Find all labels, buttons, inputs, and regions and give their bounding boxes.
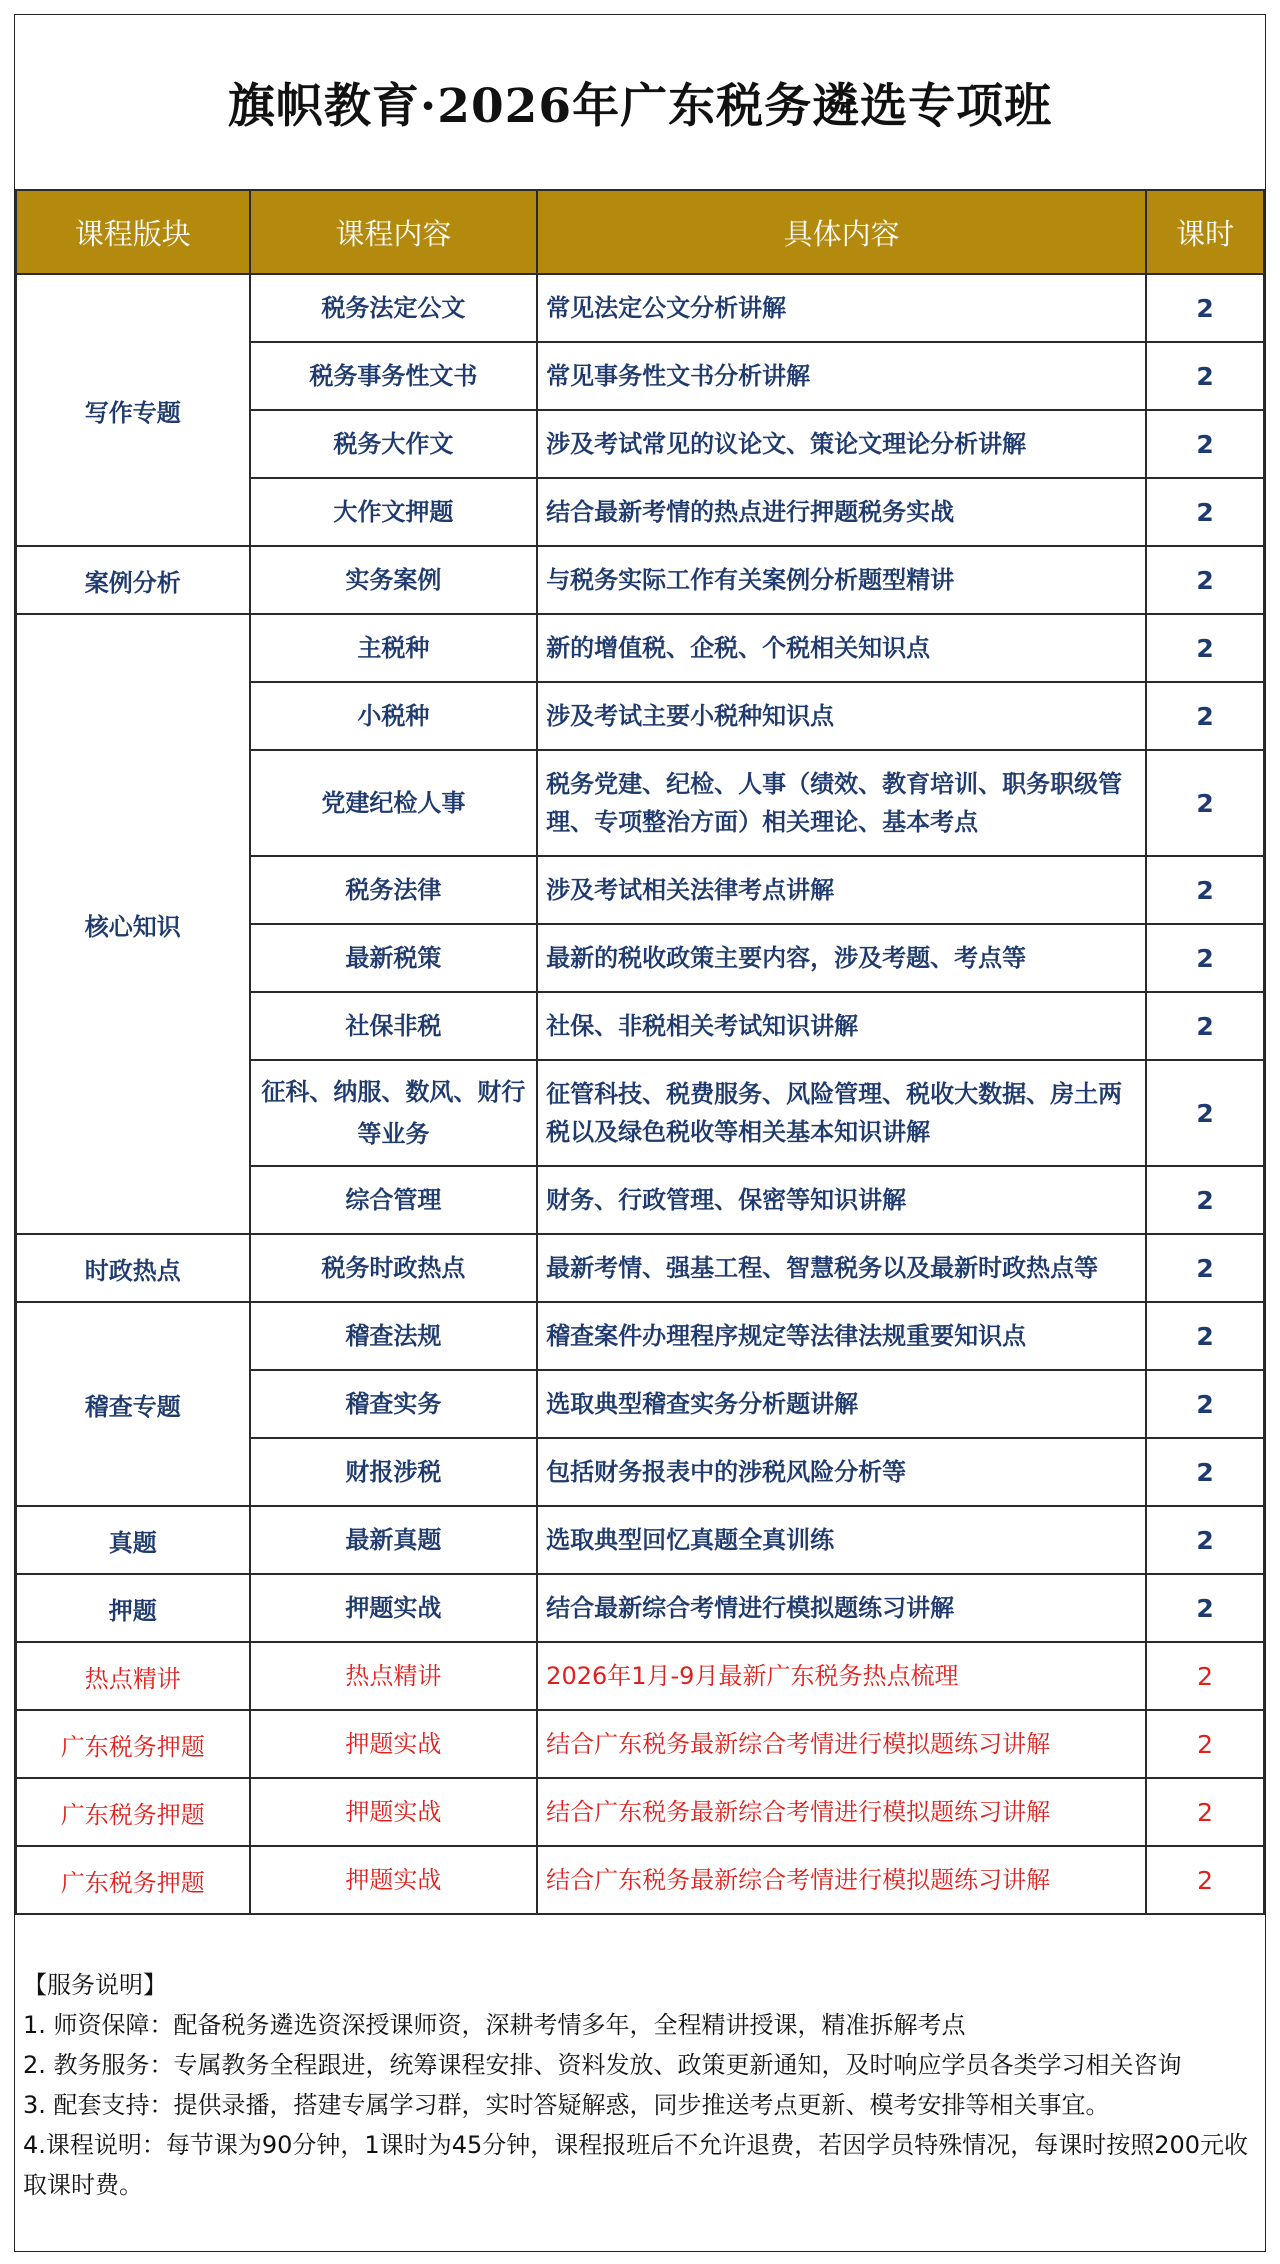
hours-cell: 2	[1146, 274, 1264, 342]
hours-cell: 2	[1146, 924, 1264, 992]
content-cell: 押题实战	[250, 1710, 538, 1778]
detail-cell: 结合广东税务最新综合考情进行模拟题练习讲解	[537, 1846, 1146, 1914]
content-cell: 稽查法规	[250, 1302, 538, 1370]
detail-cell: 结合广东税务最新综合考情进行模拟题练习讲解	[537, 1778, 1146, 1846]
content-cell: 大作文押题	[250, 478, 538, 546]
detail-cell: 财务、行政管理、保密等知识讲解	[537, 1166, 1146, 1234]
header-content: 课程内容	[250, 190, 538, 274]
hours-cell: 2	[1146, 1438, 1264, 1506]
service-notes	[15, 1965, 1265, 2205]
table-row	[16, 614, 1264, 682]
header-module: 课程版块	[16, 190, 250, 274]
module-cell: 稽查专题	[16, 1302, 250, 1506]
detail-cell: 新的增值税、企税、个税相关知识点	[537, 614, 1146, 682]
content-cell: 实务案例	[250, 546, 538, 614]
module-cell: 热点精讲	[16, 1642, 250, 1710]
detail-cell: 选取典型回忆真题全真训练	[537, 1506, 1146, 1574]
hours-cell: 2	[1146, 682, 1264, 750]
table-row	[16, 1710, 1264, 1778]
table-row	[16, 1234, 1264, 1302]
table-row	[16, 1574, 1264, 1642]
hours-cell: 2	[1146, 1302, 1264, 1370]
header-detail: 具体内容	[537, 190, 1146, 274]
content-cell: 党建纪检人事	[250, 750, 538, 856]
hours-cell: 2	[1146, 478, 1264, 546]
table-row	[16, 1778, 1264, 1846]
detail-cell: 最新考情、强基工程、智慧税务以及最新时政热点等	[537, 1234, 1146, 1302]
content-cell: 押题实战	[250, 1846, 538, 1914]
detail-cell: 结合最新考情的热点进行押题税务实战	[537, 478, 1146, 546]
content-cell: 押题实战	[250, 1778, 538, 1846]
hours-cell: 2	[1146, 614, 1264, 682]
detail-cell: 社保、非税相关考试知识讲解	[537, 992, 1146, 1060]
detail-cell: 涉及考试相关法律考点讲解	[537, 856, 1146, 924]
hours-cell: 2	[1146, 1370, 1264, 1438]
notes-item: 2. 教务服务：专属教务全程跟进，统筹课程安排、资料发放、政策更新通知，及时响应学员各类学习相关咨询	[23, 2051, 1182, 2079]
table-row	[16, 1642, 1264, 1710]
hours-cell: 2	[1146, 992, 1264, 1060]
detail-cell: 涉及考试常见的议论文、策论文理论分析讲解	[537, 410, 1146, 478]
detail-cell: 征管科技、税费服务、风险管理、税收大数据、房土两税以及绿色税收等相关基本知识讲解	[537, 1060, 1146, 1166]
course-table-body	[16, 274, 1264, 1914]
detail-cell: 税务党建、纪检、人事（绩效、教育培训、职务职级管理、专项整治方面）相关理论、基本考点	[537, 750, 1146, 856]
content-cell: 征科、纳服、数风、财行等业务	[250, 1060, 538, 1166]
module-cell: 核心知识	[16, 614, 250, 1234]
detail-cell: 常见事务性文书分析讲解	[537, 342, 1146, 410]
hours-cell: 2	[1146, 1642, 1264, 1710]
content-cell: 税务大作文	[250, 410, 538, 478]
detail-cell: 涉及考试主要小税种知识点	[537, 682, 1146, 750]
hours-cell: 2	[1146, 1574, 1264, 1642]
notes-item: 3. 配套支持：提供录播，搭建专属学习群，实时答疑解惑，同步推送考点更新、模考安排等相关事宜。	[23, 2091, 1110, 2119]
module-cell: 广东税务押题	[16, 1846, 250, 1914]
hours-cell: 2	[1146, 1234, 1264, 1302]
content-cell: 财报涉税	[250, 1438, 538, 1506]
hours-cell: 2	[1146, 546, 1264, 614]
table-row	[16, 1846, 1264, 1914]
module-cell: 押题	[16, 1574, 250, 1642]
content-cell: 小税种	[250, 682, 538, 750]
content-cell: 最新真题	[250, 1506, 538, 1574]
detail-cell: 选取典型稽查实务分析题讲解	[537, 1370, 1146, 1438]
module-cell: 广东税务押题	[16, 1710, 250, 1778]
detail-cell: 结合广东税务最新综合考情进行模拟题练习讲解	[537, 1710, 1146, 1778]
content-cell: 最新税策	[250, 924, 538, 992]
detail-cell: 结合最新综合考情进行模拟题练习讲解	[537, 1574, 1146, 1642]
detail-cell: 包括财务报表中的涉税风险分析等	[537, 1438, 1146, 1506]
table-row	[16, 1302, 1264, 1370]
content-cell: 税务法律	[250, 856, 538, 924]
hours-cell: 2	[1146, 342, 1264, 410]
table-row	[16, 274, 1264, 342]
detail-cell: 与税务实际工作有关案例分析题型精讲	[537, 546, 1146, 614]
table-row	[16, 1506, 1264, 1574]
content-cell: 押题实战	[250, 1574, 538, 1642]
module-cell: 时政热点	[16, 1234, 250, 1302]
content-cell: 稽查实务	[250, 1370, 538, 1438]
hours-cell: 2	[1146, 1166, 1264, 1234]
notes-item: 4.课程说明：每节课为90分钟，1课时为45分钟，课程报班后不允许退费，若因学员特殊情况，每课时按照200元收取课时费。	[23, 2131, 1249, 2199]
hours-cell: 2	[1146, 1778, 1264, 1846]
page-title: 旗帜教育·2026年广东税务遴选专项班	[227, 78, 1053, 134]
content-cell: 综合管理	[250, 1166, 538, 1234]
hours-cell: 2	[1146, 1506, 1264, 1574]
title-box	[15, 15, 1265, 189]
module-cell: 真题	[16, 1506, 250, 1574]
module-cell: 案例分析	[16, 546, 250, 614]
hours-cell: 2	[1146, 410, 1264, 478]
content-cell: 税务法定公文	[250, 274, 538, 342]
hours-cell: 2	[1146, 750, 1264, 856]
header-hours: 课时	[1146, 190, 1264, 274]
detail-cell: 常见法定公文分析讲解	[537, 274, 1146, 342]
hours-cell: 2	[1146, 1710, 1264, 1778]
detail-cell: 2026年1月-9月最新广东税务热点梳理	[537, 1642, 1146, 1710]
hours-cell: 2	[1146, 1846, 1264, 1914]
detail-cell: 稽查案件办理程序规定等法律法规重要知识点	[537, 1302, 1146, 1370]
detail-cell: 最新的税收政策主要内容，涉及考题、考点等	[537, 924, 1146, 992]
content-cell: 热点精讲	[250, 1642, 538, 1710]
table-header-row	[16, 190, 1264, 274]
hours-cell: 2	[1146, 1060, 1264, 1166]
hours-cell: 2	[1146, 856, 1264, 924]
content-cell: 税务时政热点	[250, 1234, 538, 1302]
content-cell: 社保非税	[250, 992, 538, 1060]
content-cell: 主税种	[250, 614, 538, 682]
notes-item: 1. 师资保障：配备税务遴选资深授课师资，深耕考情多年，全程精讲授课，精准拆解考点	[23, 2011, 966, 2039]
table-row	[16, 546, 1264, 614]
course-table	[15, 189, 1265, 1915]
module-cell: 写作专题	[16, 274, 250, 546]
notes-heading: 【服务说明】	[23, 1971, 167, 1999]
content-cell: 税务事务性文书	[250, 342, 538, 410]
course-sheet	[14, 14, 1266, 2252]
module-cell: 广东税务押题	[16, 1778, 250, 1846]
